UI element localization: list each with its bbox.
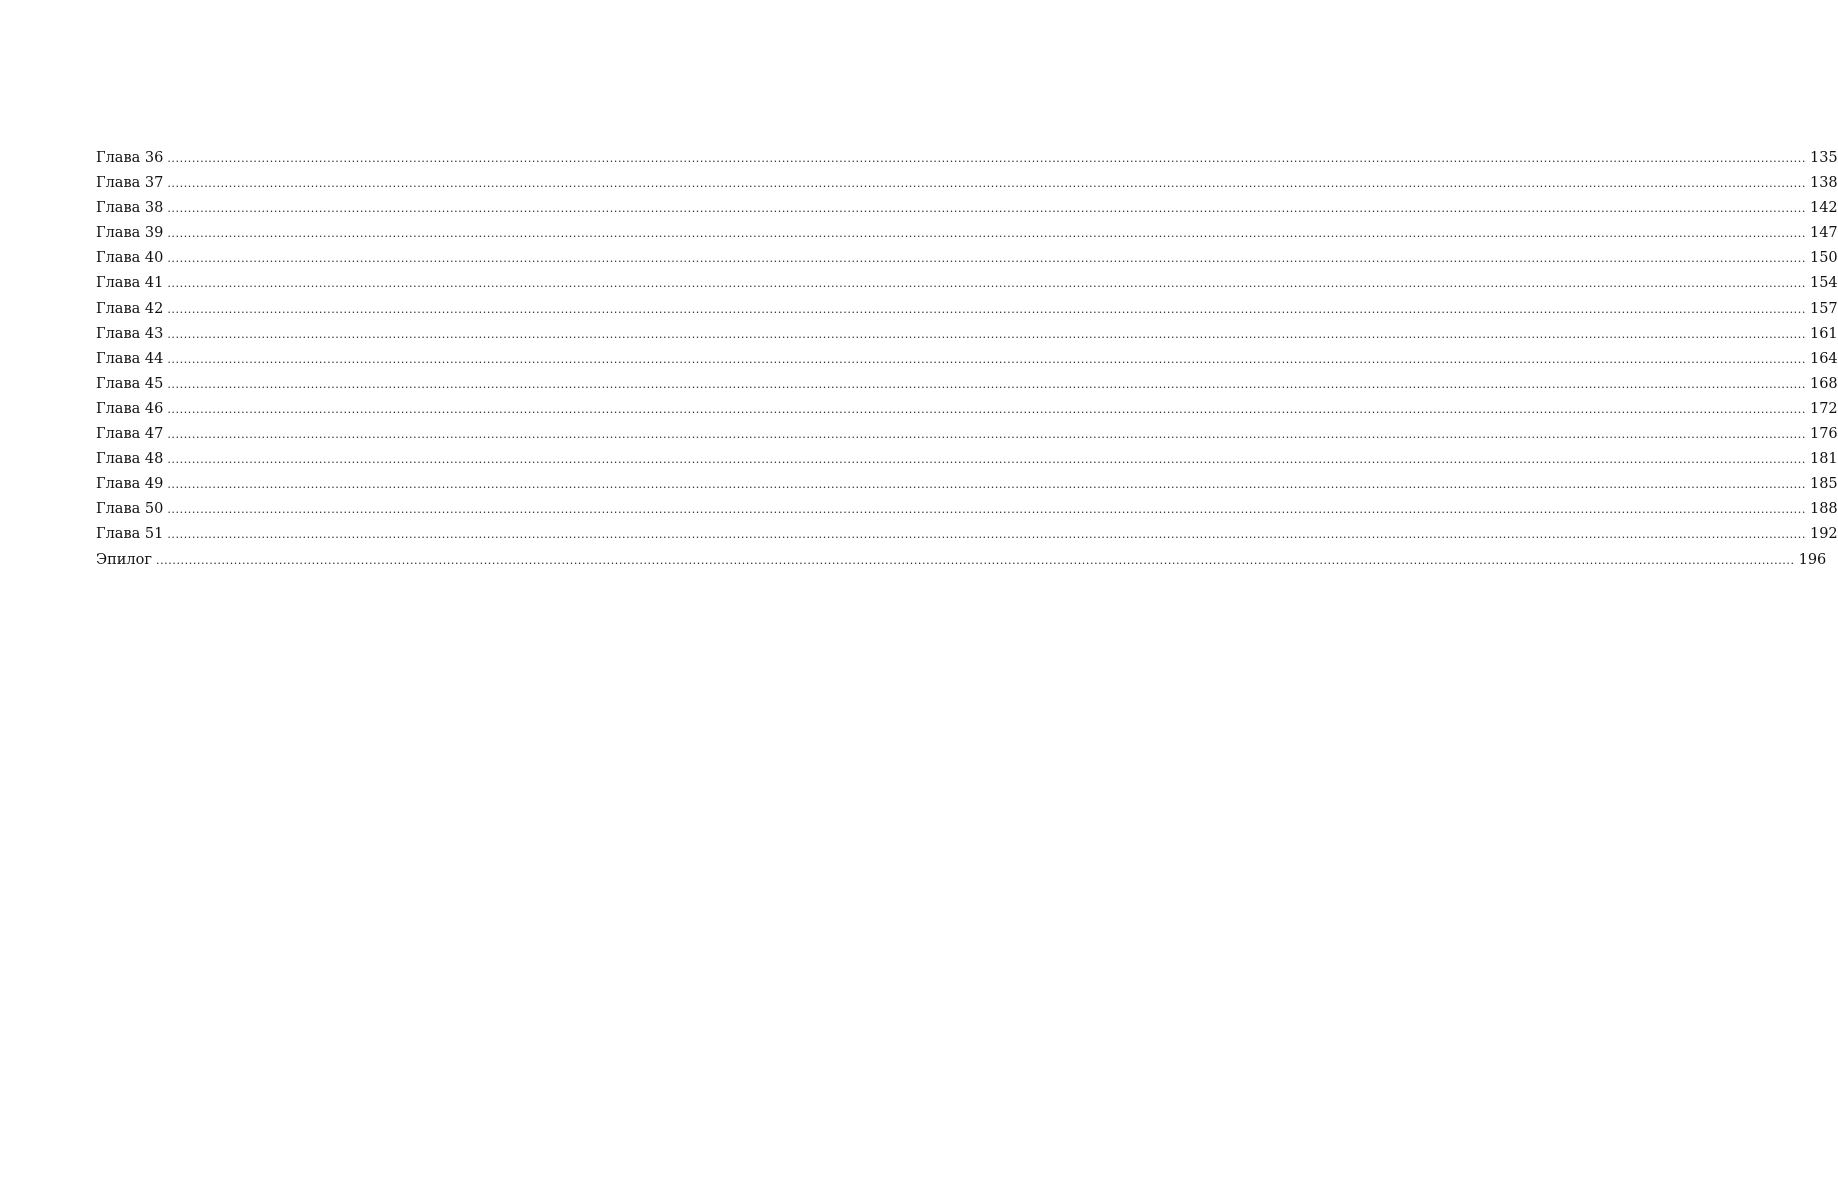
toc-entry-title: Эпилог	[96, 551, 152, 568]
toc-entry	[96, 171, 1838, 196]
toc-entry	[96, 347, 1838, 372]
toc-entry	[96, 246, 1838, 271]
toc-entry	[96, 297, 1838, 322]
toc-entry	[96, 397, 1838, 422]
toc-entry-title: Глава 39	[96, 225, 164, 242]
toc-entry	[96, 447, 1838, 472]
toc-entry	[96, 196, 1838, 221]
toc-dot-leader: ................................................................................................................................................................................................................................................................................................................................................................................................................	[167, 352, 1806, 366]
toc-dot-leader: ................................................................................................................................................................................................................................................................................................................................................................................................................	[167, 503, 1806, 517]
toc-entry-title: Глава 48	[96, 451, 164, 468]
toc-entry-page-number: 176	[1809, 426, 1838, 443]
toc-entry-title: Глава 42	[96, 300, 164, 317]
toc-entry-title: Глава 50	[96, 501, 164, 518]
toc-entry-page-number: 181	[1809, 451, 1838, 468]
toc-entry	[96, 548, 1827, 573]
toc-entry	[96, 497, 1838, 522]
toc-entry-title: Глава 44	[96, 350, 164, 367]
table-of-contents	[96, 146, 1838, 573]
toc-dot-leader: ................................................................................................................................................................................................................................................................................................................................................................................................................	[167, 377, 1806, 391]
toc-entry-page-number: 138	[1809, 175, 1838, 192]
toc-entry-title: Глава 47	[96, 426, 164, 443]
toc-entry-page-number: 150	[1809, 250, 1838, 267]
toc-entry-title: Глава 40	[96, 250, 164, 267]
toc-entry-page-number: 192	[1809, 526, 1838, 543]
toc-entry-page-number: 188	[1809, 501, 1838, 518]
toc-entry-title: Глава 49	[96, 476, 164, 493]
toc-dot-leader: ................................................................................................................................................................................................................................................................................................................................................................................................................	[167, 202, 1806, 216]
toc-entry-page-number: 147	[1809, 225, 1838, 242]
toc-dot-leader: ................................................................................................................................................................................................................................................................................................................................................................................................................	[167, 302, 1806, 316]
toc-dot-leader: ................................................................................................................................................................................................................................................................................................................................................................................................................	[155, 553, 1795, 567]
toc-dot-leader: ................................................................................................................................................................................................................................................................................................................................................................................................................	[167, 528, 1806, 542]
toc-entry-title: Глава 45	[96, 375, 164, 392]
toc-entry-page-number: 157	[1809, 300, 1838, 317]
toc-entry-page-number: 161	[1809, 325, 1838, 342]
toc-entry-title: Глава 41	[96, 275, 164, 292]
toc-entry-title: Глава 37	[96, 175, 164, 192]
toc-entry	[96, 522, 1838, 547]
toc-entry	[96, 422, 1838, 447]
toc-entry-page-number: 185	[1809, 476, 1838, 493]
toc-dot-leader: ................................................................................................................................................................................................................................................................................................................................................................................................................	[167, 327, 1806, 341]
toc-entry-title: Глава 43	[96, 325, 164, 342]
toc-entry-page-number: 172	[1809, 400, 1838, 417]
toc-entry-page-number: 142	[1809, 200, 1838, 217]
toc-entry-page-number: 135	[1809, 150, 1838, 166]
toc-dot-leader: ................................................................................................................................................................................................................................................................................................................................................................................................................	[167, 227, 1806, 241]
toc-dot-leader: ................................................................................................................................................................................................................................................................................................................................................................................................................	[167, 402, 1806, 416]
toc-entry	[96, 146, 1838, 171]
toc-entry-title: Глава 36	[96, 150, 164, 166]
toc-entry-page-number: 154	[1809, 275, 1838, 292]
toc-entry	[96, 221, 1838, 246]
toc-entry-title: Глава 38	[96, 200, 164, 217]
toc-dot-leader: ................................................................................................................................................................................................................................................................................................................................................................................................................	[167, 252, 1806, 266]
toc-entry-page-number: 164	[1809, 350, 1838, 367]
toc-entry-title: Глава 51	[96, 526, 164, 543]
toc-dot-leader: ................................................................................................................................................................................................................................................................................................................................................................................................................	[167, 453, 1806, 467]
toc-dot-leader: ................................................................................................................................................................................................................................................................................................................................................................................................................	[167, 152, 1806, 165]
toc-dot-leader: ................................................................................................................................................................................................................................................................................................................................................................................................................	[167, 177, 1806, 191]
toc-entry-page-number: 196	[1798, 551, 1827, 568]
toc-entry	[96, 271, 1838, 296]
toc-entry-title: Глава 46	[96, 400, 164, 417]
toc-entry	[96, 372, 1838, 397]
toc-dot-leader: ................................................................................................................................................................................................................................................................................................................................................................................................................	[167, 277, 1806, 291]
toc-entry	[96, 472, 1838, 497]
toc-entry	[96, 322, 1838, 347]
toc-dot-leader: ................................................................................................................................................................................................................................................................................................................................................................................................................	[167, 478, 1806, 492]
toc-dot-leader: ................................................................................................................................................................................................................................................................................................................................................................................................................	[167, 428, 1806, 442]
toc-entry-page-number: 168	[1809, 375, 1838, 392]
